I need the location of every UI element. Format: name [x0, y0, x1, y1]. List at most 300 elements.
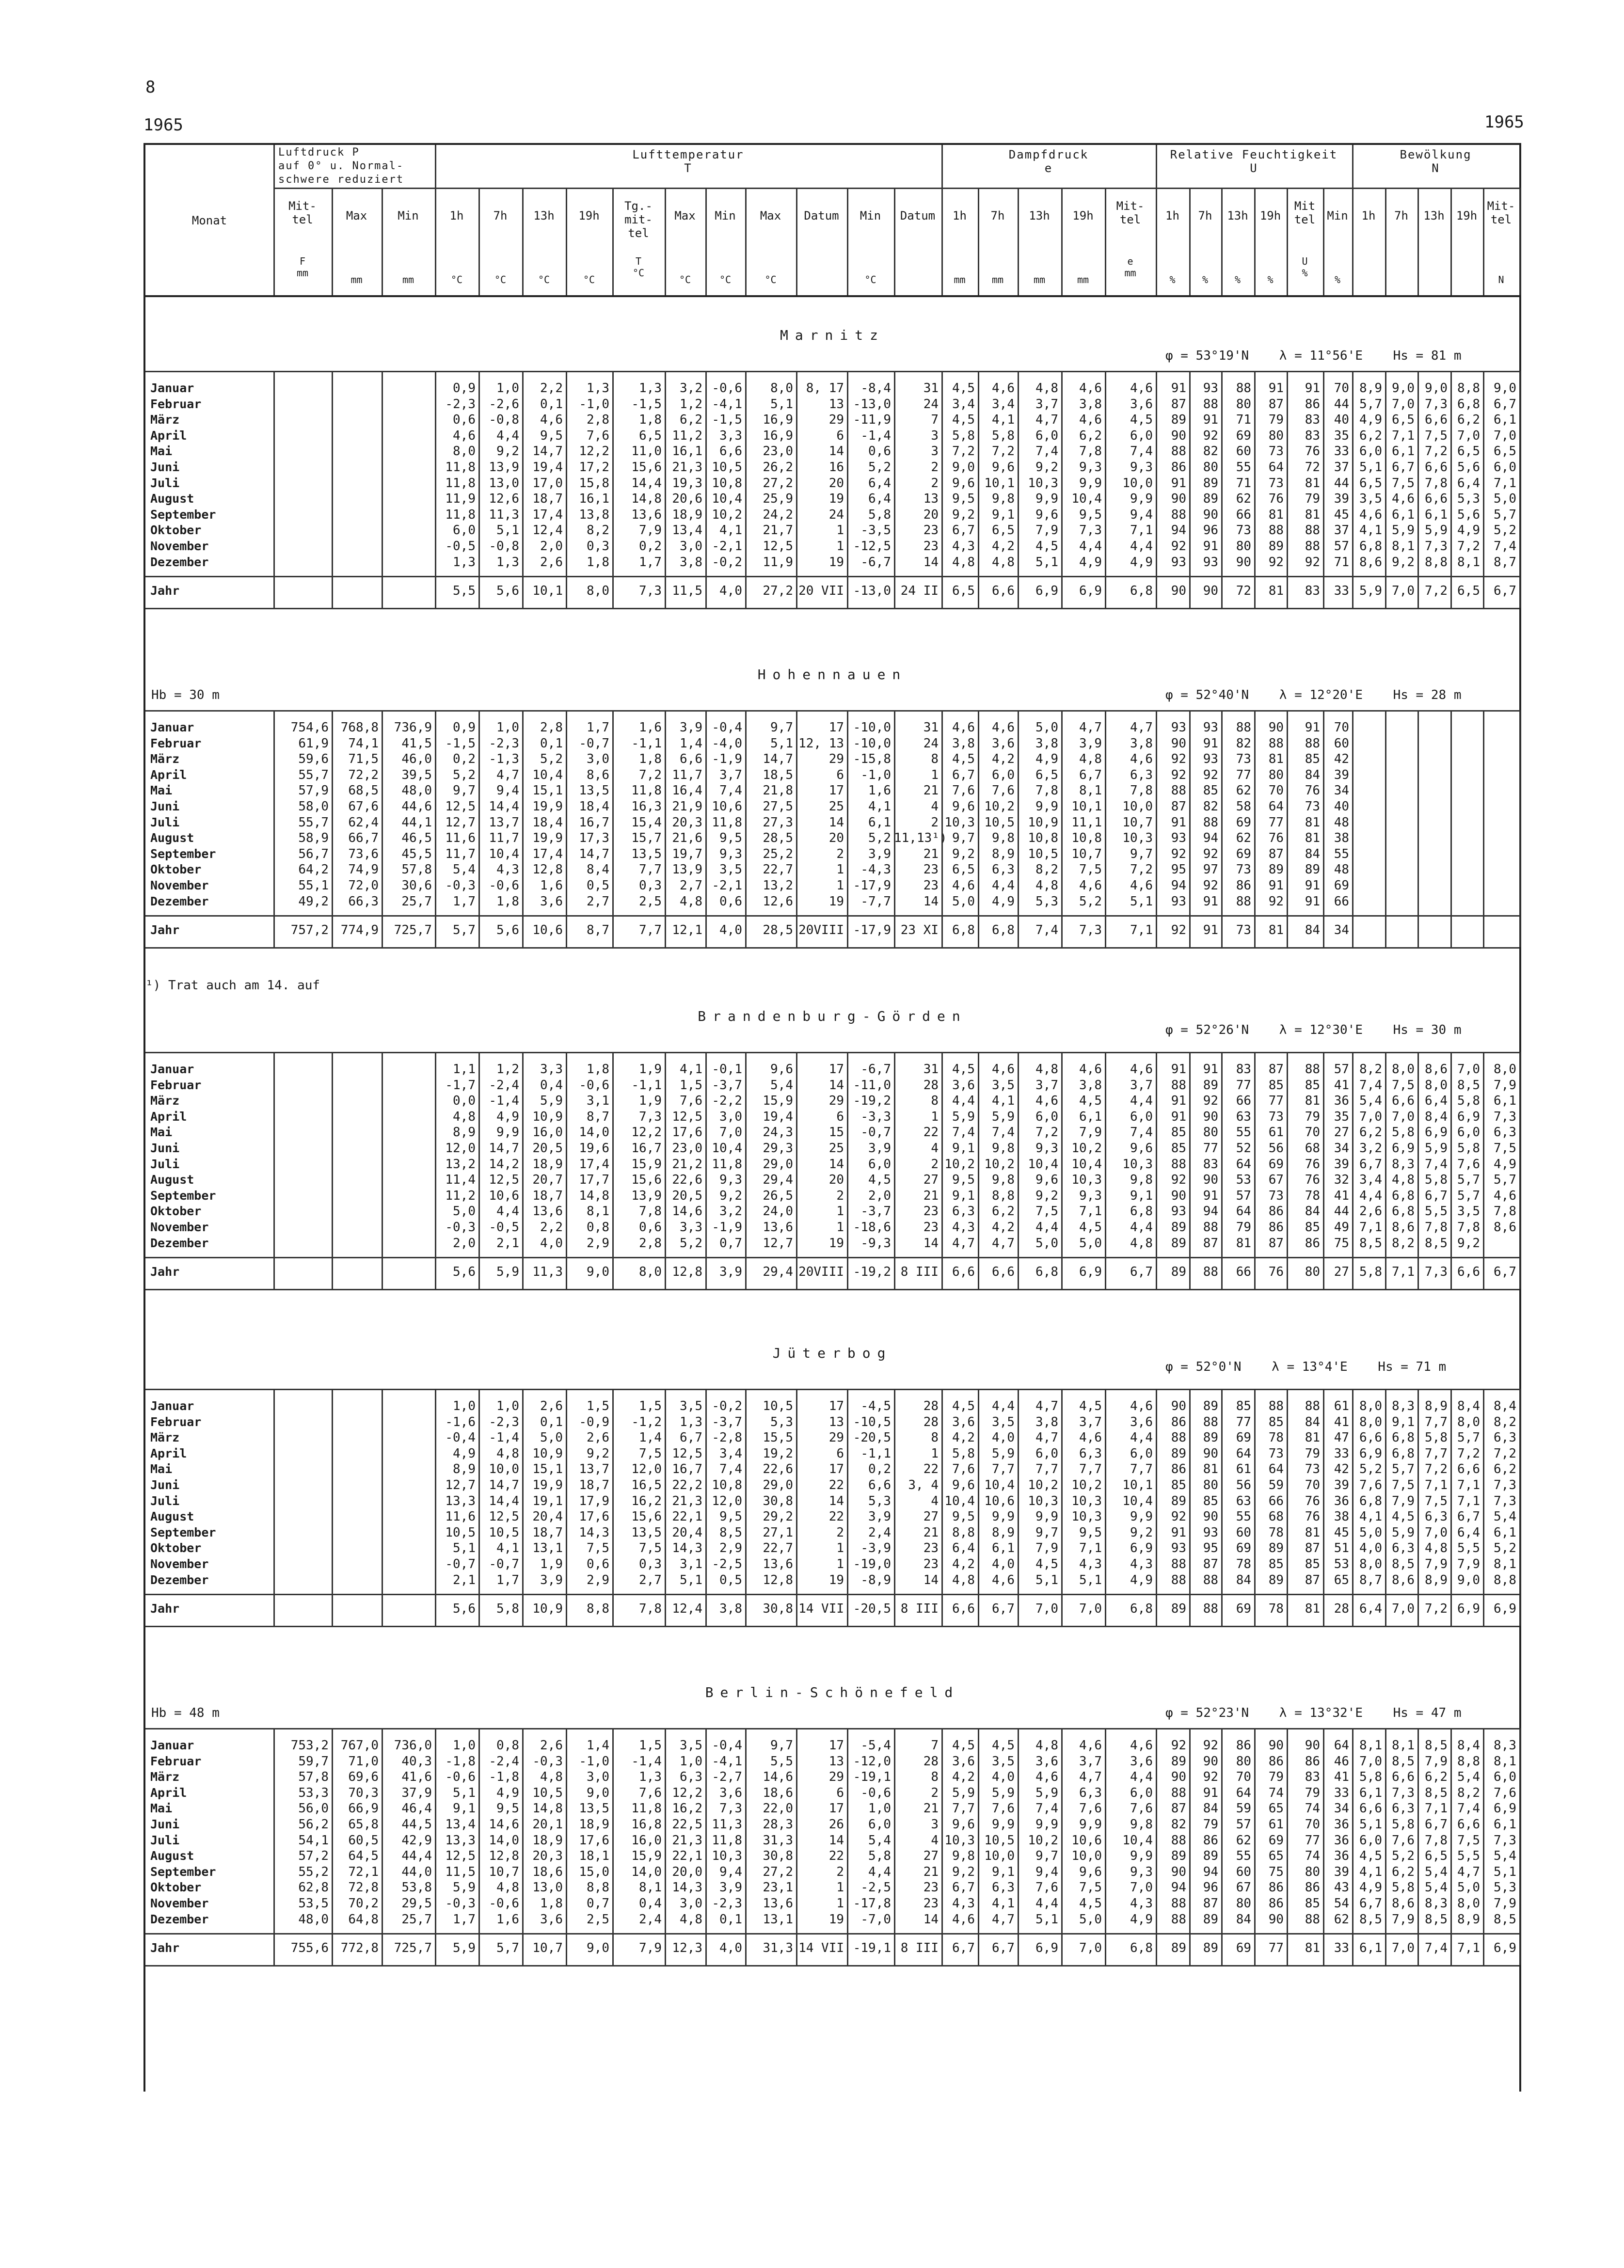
year-cell: -17,9 [853, 923, 891, 938]
data-cell: 55,7 [298, 815, 329, 830]
month-label: Juni [150, 1817, 180, 1831]
data-cell: 94 [1171, 523, 1186, 538]
data-cell: 3,4 [992, 397, 1015, 412]
data-cell: 8,5 [1425, 1738, 1448, 1753]
data-cell: 10,3 [1122, 831, 1153, 846]
data-cell: 1,0 [868, 1801, 891, 1816]
data-cell: 90 [1268, 1912, 1284, 1927]
data-cell: 11,8 [712, 815, 742, 830]
column-rule [1254, 1052, 1256, 1289]
data-column [1417, 1062, 1448, 1251]
data-cell: 65 [1268, 1849, 1284, 1864]
data-cell [1385, 751, 1415, 767]
month-label: Mai [150, 1462, 173, 1476]
data-column [522, 381, 563, 570]
data-cell: 4,1 [992, 1094, 1015, 1109]
data-cell: 11,2 [445, 1188, 476, 1203]
column-rule [1061, 1052, 1063, 1289]
data-cell [1385, 783, 1415, 799]
data-cell: 95 [1171, 862, 1186, 877]
data-cell: 4,0 [540, 1236, 563, 1251]
month-label: Juni [150, 460, 180, 474]
data-cell: 81 [1305, 507, 1320, 522]
data-cell: 9,2 [1130, 1525, 1153, 1540]
data-cell: 4,6 [1494, 1188, 1516, 1203]
data-cell: 4,5 [952, 412, 975, 428]
column-rule [705, 710, 707, 947]
data-cell: 4,7 [1035, 1399, 1058, 1413]
month-label: Juli [150, 476, 180, 490]
data-cell: 8,7 [1494, 555, 1516, 570]
data-cell: 69 [1334, 878, 1349, 893]
data-cell: -1,4 [489, 1094, 519, 1109]
data-cell: 67,6 [348, 799, 379, 814]
data-cell: -15,8 [853, 752, 891, 767]
data-cell: 19 [828, 492, 844, 507]
data-cell: 92 [1268, 555, 1284, 570]
data-cell: 4,8 [1079, 752, 1102, 767]
data-cell: 8,9 [1359, 381, 1382, 396]
year-cell: 28 [1334, 1602, 1349, 1617]
data-cell: 9,2 [496, 444, 519, 459]
data-cell: 41 [1334, 1770, 1349, 1785]
data-cell: 4,6 [1130, 1062, 1153, 1077]
data-cell: 75 [1268, 1864, 1284, 1879]
data-cell: 29,2 [763, 1509, 793, 1524]
data-cell: 5,0 [1359, 1525, 1382, 1540]
data-cell: 10,3 [1122, 1157, 1153, 1172]
column-rule [1450, 1052, 1452, 1289]
data-cell [1483, 830, 1516, 846]
data-cell: 9,1 [453, 1801, 476, 1816]
data-cell: 76 [1305, 1157, 1320, 1172]
data-cell: 29,0 [763, 1157, 793, 1172]
year-cell: 6,7 [1130, 1265, 1153, 1280]
data-cell: 10,4 [712, 492, 742, 507]
data-cell: -4,3 [860, 862, 891, 877]
data-cell: 17,7 [579, 1173, 609, 1188]
data-cell: 13,6 [631, 507, 662, 522]
data-cell: 48 [1334, 815, 1349, 830]
data-cell: 8,5 [1359, 1912, 1382, 1927]
data-cell: 5,1 [1359, 1817, 1382, 1832]
data-cell: 14 [828, 1833, 844, 1848]
year-cell: 4,0 [719, 923, 742, 938]
data-cell: 2,6 [1359, 1204, 1382, 1219]
data-cell: 10,7 [1071, 846, 1102, 861]
data-cell: 92 [1171, 846, 1186, 861]
data-cell: 91 [1203, 1785, 1218, 1800]
data-column [435, 1062, 476, 1251]
station-coordinates: φ = 53°19'N λ = 11°56'E Hs = 81 m [1165, 349, 1462, 363]
data-cell: 11,13¹) [894, 831, 947, 846]
column-rule [1105, 371, 1106, 608]
column-rule [566, 188, 567, 295]
data-cell: 9,4 [1130, 507, 1153, 522]
data-cell: 45,5 [401, 846, 432, 861]
data-cell: 7,5 [1425, 428, 1448, 443]
data-cell [382, 1509, 432, 1525]
data-cell: 72,2 [348, 767, 379, 782]
data-cell: 77 [1236, 1414, 1251, 1429]
data-cell [382, 1398, 432, 1414]
header-unit: mm [954, 274, 966, 285]
data-cell: 10,3 [712, 1849, 742, 1864]
data-cell: 6,6 [1457, 1462, 1480, 1477]
data-cell: 44,5 [401, 1817, 432, 1832]
month-label: Januar [150, 1399, 194, 1413]
data-cell: 29 [828, 752, 844, 767]
year-cell: 6,4 [1359, 1602, 1382, 1617]
data-cell: 7,5 [639, 1446, 662, 1461]
data-cell: 4,8 [1392, 1173, 1415, 1188]
data-cell: 14,8 [532, 1801, 563, 1816]
month-label: September [150, 1864, 216, 1879]
data-cell: 17,6 [579, 1509, 609, 1524]
data-cell: 6,3 [992, 862, 1015, 877]
month-label: August [150, 831, 194, 845]
data-cell [1450, 783, 1480, 799]
data-cell: 18,5 [763, 767, 793, 782]
year-cell: 6,9 [1035, 1941, 1058, 1956]
data-cell: 20 [828, 1173, 844, 1188]
data-cell: 49 [1334, 1220, 1349, 1235]
data-cell: 19 [828, 894, 844, 909]
header-relative-feuchtigkeit: Relative Feuchtigkeit U [1170, 148, 1338, 175]
data-cell: 91 [1268, 878, 1284, 893]
data-cell: 6,1 [1494, 1094, 1516, 1109]
data-cell: 46 [1334, 1754, 1349, 1769]
data-cell: 88 [1305, 539, 1320, 554]
data-cell: 17 [828, 1738, 844, 1753]
column-rule [1254, 188, 1256, 295]
year-cell: 4,0 [719, 1941, 742, 1956]
data-column [1018, 720, 1058, 909]
data-cell: 7,2 [1130, 862, 1153, 877]
data-cell: 82 [1203, 444, 1218, 459]
data-cell: 19,4 [532, 460, 563, 475]
year-cell: 8 III [900, 1941, 939, 1956]
column-rule [665, 1389, 666, 1626]
data-cell: 10,3 [1071, 1173, 1102, 1188]
data-cell: 4 [931, 1833, 939, 1848]
column-rule [522, 1728, 524, 1965]
column-rule [612, 710, 614, 947]
data-cell: 6,2 [1392, 1864, 1415, 1879]
data-cell: 90 [1203, 1446, 1218, 1461]
data-cell: 3,1 [680, 1556, 702, 1571]
header-unit: e mm [1124, 255, 1136, 279]
data-cell: 9,2 [1457, 1236, 1480, 1251]
data-cell: 13,0 [532, 1880, 563, 1895]
data-cell: 77 [1203, 1141, 1218, 1156]
data-cell: 37,9 [401, 1785, 432, 1800]
data-cell: 23 [923, 1204, 939, 1219]
data-cell: 9,9 [1035, 1817, 1058, 1832]
data-cell: 62 [1334, 1912, 1349, 1927]
data-cell: 11,8 [631, 1801, 662, 1816]
data-cell: 0,2 [453, 752, 476, 767]
month-label: Januar [150, 1738, 194, 1752]
data-cell [1385, 862, 1415, 878]
year-cell: 11,3 [532, 1265, 563, 1280]
data-cell: 7,0 [719, 1125, 742, 1140]
data-cell: 16,1 [579, 492, 609, 507]
data-cell: 16,5 [631, 1477, 662, 1492]
column-rule [1105, 710, 1106, 947]
data-cell: 1 [836, 1204, 844, 1219]
data-cell: 10,3 [1028, 1493, 1058, 1508]
data-cell: 7,8 [1079, 444, 1102, 459]
data-cell: 3,5 [1457, 1204, 1480, 1219]
data-cell: 20,3 [532, 1849, 563, 1864]
data-cell: -11,0 [853, 1078, 891, 1093]
data-cell: 5,0 [1457, 1880, 1480, 1895]
column-rule [1105, 1728, 1106, 1965]
data-column [665, 1062, 702, 1251]
data-cell: 97 [1203, 862, 1218, 877]
column-rule [978, 1052, 979, 1289]
data-cell: 10,7 [1122, 815, 1153, 830]
data-cell: 4,6 [1079, 381, 1102, 396]
column-rule [332, 710, 333, 947]
data-cell: 7,2 [1457, 539, 1480, 554]
year-cell: 73 [1236, 923, 1251, 938]
data-cell: 3,6 [1130, 1414, 1153, 1429]
data-cell: 4,9 [1130, 1912, 1153, 1927]
data-cell: 9,9 [1079, 1817, 1102, 1832]
data-cell: 12,2 [579, 444, 609, 459]
data-cell: 88 [1171, 783, 1186, 798]
year-cell: 27,2 [763, 584, 793, 599]
data-cell: 1 [931, 1109, 939, 1124]
column-rule [705, 1389, 707, 1626]
data-cell: 0,7 [719, 1236, 742, 1251]
station-top-rule [145, 710, 1519, 712]
month-label: Juli [150, 1493, 180, 1508]
data-cell: 21,9 [672, 799, 702, 814]
data-cell: 47 [1334, 1430, 1349, 1445]
data-cell: 16,7 [672, 1462, 702, 1477]
data-cell: 52 [1236, 1141, 1251, 1156]
data-cell: 15,9 [763, 1094, 793, 1109]
data-column [1483, 720, 1516, 909]
data-cell: 89 [1268, 539, 1284, 554]
data-cell: 21 [923, 1525, 939, 1540]
data-column [847, 1062, 891, 1251]
data-cell: 85 [1305, 1896, 1320, 1911]
data-cell: 4,3 [1130, 1896, 1153, 1911]
data-cell: 8,8 [952, 1525, 975, 1540]
data-cell: 6,7 [1079, 767, 1102, 782]
data-cell [332, 1525, 379, 1541]
data-cell: 1 [836, 539, 844, 554]
data-cell: 5,8 [1392, 1817, 1415, 1832]
data-cell: 7,2 [1457, 1446, 1480, 1461]
data-cell: 90 [1171, 428, 1186, 443]
data-cell: 79 [1203, 1817, 1218, 1832]
data-cell: 4,7 [992, 1236, 1015, 1251]
data-column [894, 1398, 939, 1588]
station-coordinates: φ = 52°26'N λ = 12°30'E Hs = 30 m [1165, 1023, 1462, 1037]
data-column [1450, 381, 1480, 570]
data-cell: 9,5 [952, 492, 975, 507]
column-rule [435, 1728, 436, 1965]
data-cell: -0,8 [489, 412, 519, 428]
data-cell: 73 [1305, 1462, 1320, 1477]
data-cell: 14 [828, 444, 844, 459]
data-cell: 10,2 [712, 507, 742, 522]
data-cell: 94 [1203, 1204, 1218, 1219]
data-cell: 8,1 [639, 1880, 662, 1895]
data-column [1221, 381, 1251, 570]
data-cell: 3,6 [540, 894, 563, 909]
data-cell: 87 [1171, 1801, 1186, 1816]
data-cell: 9,5 [952, 1509, 975, 1524]
data-cell: 91 [1171, 381, 1186, 396]
data-cell: 19,2 [763, 1446, 793, 1461]
data-cell: 82 [1203, 799, 1218, 814]
data-cell: 89 [1203, 476, 1218, 491]
column-rule [894, 1389, 895, 1626]
column-rule [332, 1052, 333, 1289]
data-cell: 4,5 [952, 381, 975, 396]
year-cell: 8,0 [639, 1265, 662, 1280]
header-unit: mm [402, 274, 414, 285]
year-cell: 7,9 [639, 1941, 662, 1956]
data-cell: 57 [1334, 539, 1349, 554]
header-luftdruck: Luftdruck P auf 0° u. Normal- schwere reduziert [278, 146, 404, 186]
header-unit: mm [1033, 274, 1046, 285]
data-cell: 19,9 [532, 1477, 563, 1492]
month-label: Oktober [150, 523, 202, 538]
data-cell: 5,2 [1359, 1462, 1382, 1477]
data-cell: 90 [1236, 555, 1251, 570]
data-cell: 4,8 [680, 1912, 702, 1927]
data-cell: 45 [1334, 1525, 1349, 1540]
data-cell: 7,4 [1130, 444, 1153, 459]
data-cell: 7,9 [1392, 1493, 1415, 1508]
data-cell: 5,0 [540, 1430, 563, 1445]
year-cell: 7,3 [1079, 923, 1102, 938]
data-cell: 9,7 [1130, 846, 1153, 861]
data-cell: 7,0 [1457, 1062, 1480, 1077]
data-column [1323, 1738, 1349, 1927]
data-cell: 18,4 [532, 815, 563, 830]
data-cell: 3,6 [952, 1414, 975, 1429]
data-cell: 4,4 [1035, 1220, 1058, 1235]
data-cell: 20,6 [672, 492, 702, 507]
data-cell: 23 [923, 1556, 939, 1571]
column-rule [332, 188, 333, 295]
data-cell: 7,2 [1035, 1125, 1058, 1140]
year-cell: 5,7 [496, 1941, 519, 1956]
data-column [1156, 1062, 1186, 1251]
data-cell: 20,3 [672, 815, 702, 830]
data-cell: 7,5 [1392, 476, 1415, 491]
data-cell: 6,0 [1359, 444, 1382, 459]
data-cell: 20,7 [532, 1173, 563, 1188]
data-cell: 8,1 [1392, 1738, 1415, 1753]
data-cell: 90 [1171, 1399, 1186, 1413]
data-cell: 11,3 [712, 1817, 742, 1832]
column-rule [1221, 371, 1223, 608]
data-cell: -3,9 [860, 1541, 891, 1556]
data-cell [382, 1461, 432, 1477]
data-cell: 44,6 [401, 799, 432, 814]
data-cell: 7,9 [639, 523, 662, 538]
column-rule [382, 371, 383, 608]
data-cell: 81 [1305, 815, 1320, 830]
data-cell: 17 [828, 1062, 844, 1077]
data-cell: 91 [1268, 381, 1284, 396]
data-cell [1450, 799, 1480, 815]
year-cell: 6,8 [1130, 584, 1153, 599]
data-cell: 6,4 [1425, 1094, 1448, 1109]
column-rule [1061, 1728, 1063, 1965]
month-label: Juli [150, 815, 180, 829]
data-column [1254, 720, 1284, 909]
data-cell: 39 [1334, 767, 1349, 782]
data-cell: 3,5 [992, 1754, 1015, 1769]
column-rule [1254, 1389, 1256, 1626]
data-cell: 13,9 [489, 460, 519, 475]
header-subcol: 1h [1165, 209, 1179, 222]
year-cell: 7,0 [1392, 1941, 1415, 1956]
data-cell: 20,4 [672, 1525, 702, 1540]
data-cell [332, 412, 379, 428]
data-cell: 10,5 [763, 1399, 793, 1413]
data-cell [1483, 767, 1516, 783]
data-cell: 37 [1334, 523, 1349, 538]
data-cell: 80 [1236, 1754, 1251, 1769]
data-cell: 49,2 [298, 894, 329, 909]
data-cell: 19 [828, 1912, 844, 1927]
data-cell: 2,8 [540, 720, 563, 735]
data-cell: 22 [828, 1509, 844, 1524]
year-cell: 7,4 [1425, 1941, 1448, 1956]
data-cell: 9,5 [1079, 507, 1102, 522]
data-cell: 7,8 [1494, 1204, 1516, 1219]
data-column [1018, 1398, 1058, 1588]
data-cell [332, 1220, 379, 1236]
data-cell: 7,5 [639, 1541, 662, 1556]
data-cell: 3,0 [587, 1770, 609, 1785]
data-cell: 86 [1171, 460, 1186, 475]
data-cell: 92 [1203, 878, 1218, 893]
data-cell: 96 [1203, 523, 1218, 538]
data-cell: 1 [836, 878, 844, 893]
data-cell: 7,1 [1079, 1204, 1102, 1219]
data-column [705, 1062, 742, 1251]
year-cell: 725,7 [394, 923, 432, 938]
data-cell: -1,6 [445, 1414, 476, 1429]
column-rule [1417, 1052, 1419, 1289]
data-cell: 92 [1171, 752, 1186, 767]
column-rule [796, 1052, 797, 1289]
data-cell: 89 [1268, 862, 1284, 877]
data-cell: 29,3 [763, 1141, 793, 1156]
data-cell [1385, 736, 1415, 752]
data-cell: 60,5 [348, 1833, 379, 1848]
data-cell: 5,7 [1494, 507, 1516, 522]
data-cell: 10,1 [984, 476, 1015, 491]
data-column [612, 1398, 662, 1588]
column-rule [796, 188, 797, 295]
data-cell [332, 555, 379, 571]
data-cell: 4,1 [992, 412, 1015, 428]
data-cell: 4,9 [992, 894, 1015, 909]
